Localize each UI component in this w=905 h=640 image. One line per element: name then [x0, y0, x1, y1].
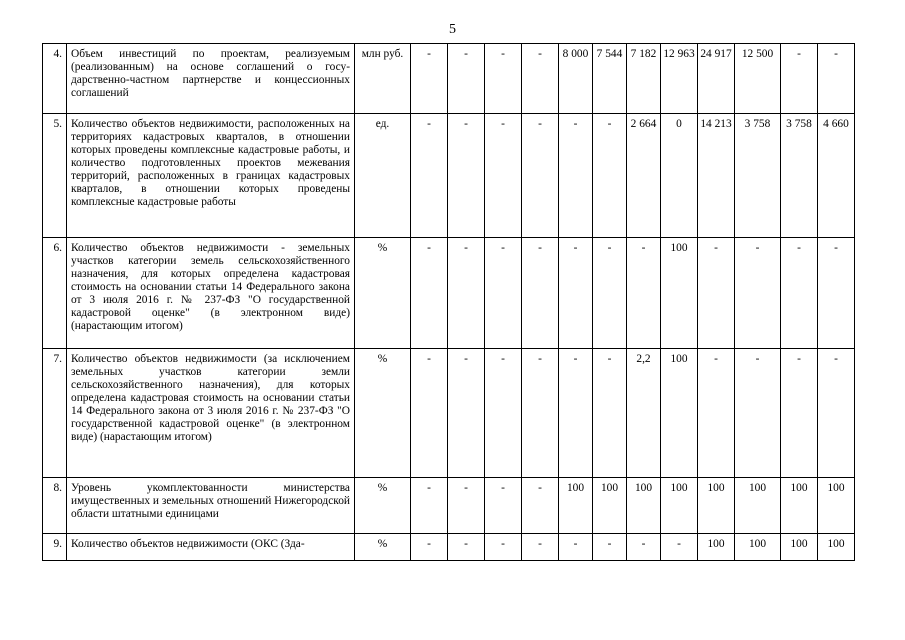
value-cell: -: [522, 478, 559, 534]
value-cell: -: [818, 349, 855, 478]
value-cell: -: [522, 534, 559, 561]
value-cell: -: [522, 114, 559, 238]
table-row: [43, 44, 855, 114]
value-cell: -: [411, 44, 448, 114]
value-cell: 2,2: [627, 349, 661, 478]
indicator-name: Объем инвестиций по проектам, реализуемым (реализованным) на основе соглашений о государственно-частном партнерстве и концессионных соглашений: [67, 44, 355, 114]
table-row: [43, 534, 855, 561]
value-cell: -: [411, 534, 448, 561]
value-cell: -: [411, 478, 448, 534]
unit-cell: млн руб.: [355, 44, 411, 114]
value-cell: -: [661, 534, 698, 561]
value-cell: -: [411, 114, 448, 238]
value-cell: -: [411, 238, 448, 349]
value-cell: -: [448, 238, 485, 349]
value-cell: -: [593, 349, 627, 478]
value-cell: 3 758: [781, 114, 818, 238]
value-cell: -: [485, 478, 522, 534]
value-cell: 12 500: [735, 44, 781, 114]
value-cell: -: [735, 238, 781, 349]
row-number: 4.: [43, 44, 67, 114]
table-row: [43, 478, 855, 534]
value-cell: -: [559, 238, 593, 349]
value-cell: -: [698, 349, 735, 478]
value-cell: 100: [661, 478, 698, 534]
value-cell: -: [485, 534, 522, 561]
value-cell: -: [485, 238, 522, 349]
row-number: 6.: [43, 238, 67, 349]
value-cell: 14 213: [698, 114, 735, 238]
value-cell: 24 917: [698, 44, 735, 114]
value-cell: 100: [698, 478, 735, 534]
value-cell: -: [559, 114, 593, 238]
unit-cell: ед.: [355, 114, 411, 238]
value-cell: -: [627, 534, 661, 561]
value-cell: -: [559, 349, 593, 478]
value-cell: -: [448, 534, 485, 561]
value-cell: -: [448, 349, 485, 478]
value-cell: -: [448, 44, 485, 114]
value-cell: 0: [661, 114, 698, 238]
unit-cell: %: [355, 238, 411, 349]
value-cell: 7 544: [593, 44, 627, 114]
value-cell: -: [627, 238, 661, 349]
value-cell: -: [593, 238, 627, 349]
value-cell: -: [735, 349, 781, 478]
value-cell: 100: [735, 478, 781, 534]
table-row: [43, 349, 855, 478]
value-cell: -: [818, 44, 855, 114]
value-cell: -: [485, 114, 522, 238]
value-cell: 100: [735, 534, 781, 561]
value-cell: 100: [818, 478, 855, 534]
value-cell: -: [485, 349, 522, 478]
value-cell: -: [411, 349, 448, 478]
value-cell: 2 664: [627, 114, 661, 238]
value-cell: -: [698, 238, 735, 349]
value-cell: 100: [698, 534, 735, 561]
value-cell: 12 963: [661, 44, 698, 114]
table-row: [43, 114, 855, 238]
value-cell: -: [593, 114, 627, 238]
indicator-name: Количество объектов недвижимости, расположенных на территориях кадастровых кварталов, в отношении которых проведены комплексные кадастровые работы, и количество подготовленных проектов межевания территорий, расположенных в границах кадастровых кварталов, в отношении которых проведены комплексные кадастровые работы: [67, 114, 355, 238]
value-cell: -: [522, 44, 559, 114]
value-cell: -: [522, 238, 559, 349]
indicator-name: Уровень укомплектованности министерства имущественных и земельных отношений Нижегородской области штатными единицами: [67, 478, 355, 534]
indicators-table: [42, 43, 855, 561]
unit-cell: %: [355, 349, 411, 478]
value-cell: -: [448, 478, 485, 534]
table-body: [43, 44, 855, 561]
value-cell: 100: [661, 238, 698, 349]
value-cell: 7 182: [627, 44, 661, 114]
value-cell: 8 000: [559, 44, 593, 114]
value-cell: 4 660: [818, 114, 855, 238]
indicator-name: Количество объектов недвижимости (ОКС (Зда-: [67, 534, 355, 561]
row-number: 7.: [43, 349, 67, 478]
value-cell: 100: [818, 534, 855, 561]
table-row: [43, 238, 855, 349]
value-cell: -: [781, 349, 818, 478]
value-cell: 100: [781, 478, 818, 534]
value-cell: -: [781, 44, 818, 114]
value-cell: -: [818, 238, 855, 349]
value-cell: 100: [559, 478, 593, 534]
value-cell: -: [485, 44, 522, 114]
indicator-name: Количество объектов недвижимости (за исключением земельных участков категории земли сельскохозяйственного назначения), для которых определена кадастровая стоимость на основании статьи 14 Федерального закона от 3 июля 2016 г. № 237-ФЗ "О государственной кадастровой оценке" (в электронном виде) (нарастающим итогом): [67, 349, 355, 478]
value-cell: -: [559, 534, 593, 561]
value-cell: 100: [661, 349, 698, 478]
value-cell: -: [448, 114, 485, 238]
value-cell: -: [781, 238, 818, 349]
row-number: 8.: [43, 478, 67, 534]
indicator-name: Количество объектов недвижимости - земельных участков категории земель сельскохозяйственного назначения, для которых определена кадастровая стоимость на основании статьи 14 Федерального закона от 3 июля 2016 г. № 237-ФЗ "О государственной кадастровой оценке" (в электронном виде) (нарастающим итогом): [67, 238, 355, 349]
value-cell: 100: [627, 478, 661, 534]
row-number: 5.: [43, 114, 67, 238]
value-cell: 100: [593, 478, 627, 534]
page-number: 5: [449, 22, 456, 37]
unit-cell: %: [355, 478, 411, 534]
value-cell: 100: [781, 534, 818, 561]
value-cell: 3 758: [735, 114, 781, 238]
row-number: 9.: [43, 534, 67, 561]
unit-cell: %: [355, 534, 411, 561]
value-cell: -: [593, 534, 627, 561]
value-cell: -: [522, 349, 559, 478]
